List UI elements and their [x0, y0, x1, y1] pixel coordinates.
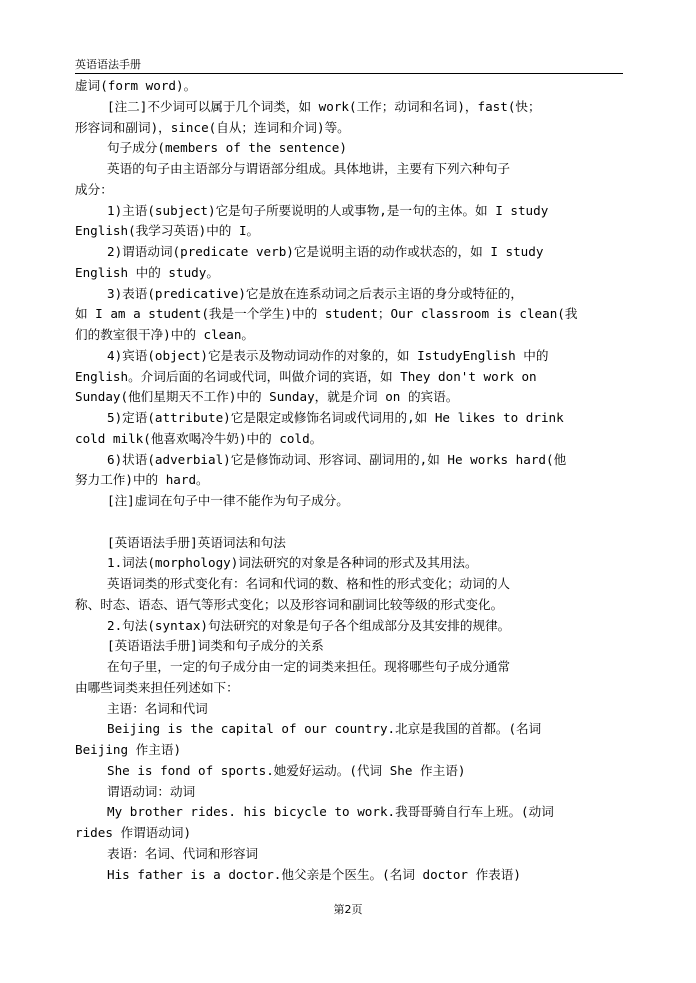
text-line: rides 作谓语动词) [75, 825, 192, 840]
text-line: 在句子里，一定的句子成分由一定的词类来担任。现将哪些句子成分通常 [107, 659, 510, 674]
section-heading: [英语语法手册]词类和句子成分的关系 [107, 638, 324, 654]
text-line: 句子成分(members of the sentence) [107, 140, 347, 156]
text-line: 1.词法(morphology)词法研究的对象是各种词的形式及其用法。 [107, 555, 478, 571]
text-line: 4)宾语(object)它是表示及物动词动作的对象的，如 IstudyEnglish 中的 [107, 347, 549, 363]
text-line: [注二]不少词可以属于几个词类，如 work(工作；动词和名词)，fast(快； [107, 98, 541, 114]
text-line: 谓语动词：动词 [107, 783, 196, 799]
text-line: 称、时态、语态、语气等形式变化；以及形容词和副词比较等级的形式变化。 [75, 596, 504, 612]
page-number: 第2页 [333, 903, 363, 916]
text-line: 如 I am a student(我是一个学生)中的 student；Our classroom is clean(我 [75, 306, 578, 322]
text-line: cold milk(他喜欢喝冷牛奶)中的 cold。 [75, 430, 323, 446]
text-line: English。介词后面的名词或代词，叫做介词的宾语，如 They don't work on [75, 368, 537, 384]
text-line: 虚词(form word)。 [75, 78, 197, 93]
text-line: 2.句法(syntax)句法研究的对象是句子各个组成部分及其安排的规律。 [107, 617, 511, 633]
text-line: Beijing 作主语) [75, 742, 182, 757]
text-line: 英语词类的形式变化有：名词和代词的数、格和性的形式变化；动词的人 [107, 576, 510, 591]
text-line: 3)表语(predicative)它是放在连系动词之后表示主语的身分或特征的， [107, 285, 523, 301]
example-sentence: Beijing is the capital of our country.北京是我国的首都。(名词 [107, 721, 542, 737]
text-line: 们的教室很干净)中的 clean。 [75, 327, 255, 342]
blank-line [75, 512, 635, 533]
example-sentence: She is fond of sports.她爱好运动。(代词 She 作主语) [107, 762, 466, 778]
text-line: 形容词和副词)，since(自从；连词和介词)等。 [75, 119, 350, 135]
running-header: 英语语法手册 [75, 58, 141, 71]
example-sentence: My brother rides. his bicycle to work.我哥哥骑自行车上班。(动词 [107, 804, 554, 820]
text-line: 由哪些词类来担任列述如下： [75, 679, 239, 695]
text-line: 1)主语(subject)它是句子所要说明的人或事物,是一句的主体。如 I study [107, 202, 549, 218]
section-heading: [英语语法手册]英语词法和句法 [107, 534, 286, 550]
text-line: 英语的句子由主语部分与谓语部分组成。具体地讲，主要有下列六种句子 [107, 161, 510, 176]
text-line: 表语：名词、代词和形容词 [107, 845, 259, 861]
text-line: English(我学习英语)中的 I。 [75, 223, 260, 239]
text-line: 6)状语(adverbial)它是修饰动词、形容词、副词用的,如 He works hard(他 [107, 451, 567, 467]
text-line: English 中的 study。 [75, 264, 219, 280]
header-divider [75, 73, 623, 74]
text-line: 成分： [75, 181, 113, 197]
text-line: 努力工作)中的 hard。 [75, 472, 209, 488]
text-line: 5)定语(attribute)它是限定或修饰名词或代词用的,如 He likes to drink [107, 410, 564, 425]
body-text [75, 76, 635, 885]
text-line: 主语：名词和代词 [107, 700, 208, 716]
example-sentence: His father is a doctor.他父亲是个医生。(名词 doctor 作表语) [107, 866, 521, 882]
text-line: Sunday(他们星期天不工作)中的 Sunday，就是介词 on 的宾语。 [75, 389, 459, 405]
text-line: 2)谓语动词(predicate verb)它是说明主语的动作或状态的，如 I study [107, 244, 544, 259]
text-line: [注]虚词在句子中一律不能作为句子成分。 [107, 493, 349, 508]
